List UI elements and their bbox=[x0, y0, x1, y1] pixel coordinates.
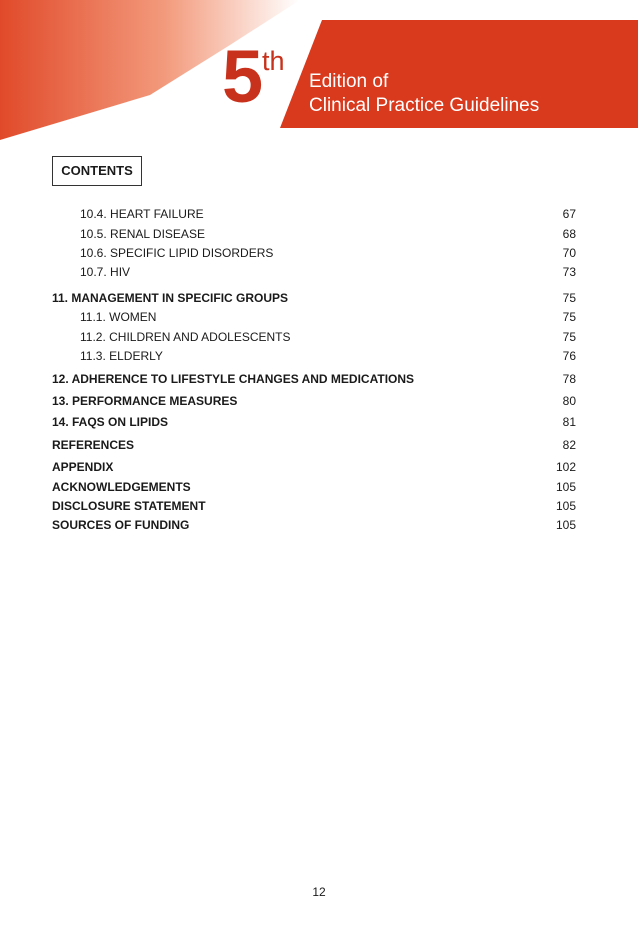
toc-entry-page: 76 bbox=[562, 349, 576, 363]
toc-entry bbox=[0, 290, 638, 306]
toc-entry bbox=[0, 437, 638, 453]
toc-entry-page: 75 bbox=[562, 310, 576, 324]
toc-entry-page: 75 bbox=[562, 330, 576, 344]
contents-title: CONTENTS bbox=[52, 156, 142, 186]
toc-entry-page: 67 bbox=[562, 207, 576, 221]
toc-entry-label: REFERENCES bbox=[52, 438, 135, 452]
edition-line-2: Clinical Practice Guidelines bbox=[309, 95, 540, 116]
toc-entry-label: DISCLOSURE STATEMENT bbox=[52, 499, 206, 513]
header-graphic bbox=[0, 0, 638, 140]
edition-suffix: th bbox=[262, 46, 285, 76]
toc-entry bbox=[0, 348, 638, 364]
toc-entry bbox=[0, 459, 638, 475]
edition-number: 5 bbox=[222, 35, 264, 118]
toc-entry-page: 68 bbox=[562, 227, 576, 241]
toc-entry-page: 70 bbox=[562, 246, 576, 260]
toc-entry bbox=[0, 329, 638, 345]
toc-entry-page: 82 bbox=[562, 438, 576, 452]
toc-entry-label: 12. ADHERENCE TO LIFESTYLE CHANGES AND MEDICATIONS bbox=[52, 372, 415, 386]
toc-entry bbox=[0, 264, 638, 280]
toc-entry-label: 11. MANAGEMENT IN SPECIFIC GROUPS bbox=[52, 291, 289, 305]
toc-entry bbox=[0, 479, 638, 495]
toc-entry-label: 11.3. ELDERLY bbox=[80, 349, 163, 363]
toc-entry-page: 81 bbox=[562, 415, 576, 429]
toc-entry-page: 78 bbox=[562, 372, 576, 386]
toc-entry-label: 10.5. RENAL DISEASE bbox=[80, 227, 205, 241]
toc-entry-label: 13. PERFORMANCE MEASURES bbox=[52, 394, 238, 408]
toc-entry bbox=[0, 309, 638, 325]
toc-entry-page: 105 bbox=[555, 518, 576, 532]
toc-entry-label: APPENDIX bbox=[52, 460, 114, 474]
toc-entry bbox=[0, 206, 638, 222]
toc-entry-page: 73 bbox=[562, 265, 576, 279]
toc-entry bbox=[0, 498, 638, 514]
toc-entry-label: 10.7. HIV bbox=[80, 265, 131, 279]
toc-entry-label: 10.4. HEART FAILURE bbox=[80, 207, 204, 221]
toc-entry bbox=[0, 393, 638, 409]
header-banner bbox=[0, 0, 638, 140]
toc-entry-label: 11.2. CHILDREN AND ADOLESCENTS bbox=[80, 330, 291, 344]
toc-entry bbox=[0, 414, 638, 430]
page-number: 12 bbox=[312, 885, 326, 899]
toc-entry bbox=[0, 517, 638, 533]
toc-entry-label: 10.6. SPECIFIC LIPID DISORDERS bbox=[80, 246, 274, 260]
edition-line-1: Edition of bbox=[309, 71, 389, 92]
toc-entry-label: 11.1. WOMEN bbox=[80, 310, 157, 324]
toc-entry bbox=[0, 371, 638, 387]
toc-entry-page: 105 bbox=[555, 499, 576, 513]
toc-entry-label: ACKNOWLEDGEMENTS bbox=[52, 480, 191, 494]
toc-entry-page: 75 bbox=[562, 291, 576, 305]
toc-entry bbox=[0, 226, 638, 242]
toc-entry-label: SOURCES OF FUNDING bbox=[52, 518, 190, 532]
toc-entry-label: 14. FAQS ON LIPIDS bbox=[52, 415, 169, 429]
toc-entry bbox=[0, 245, 638, 261]
toc-entry-page: 80 bbox=[562, 394, 576, 408]
toc-entry-page: 105 bbox=[555, 480, 576, 494]
toc-entry-page: 102 bbox=[555, 460, 576, 474]
